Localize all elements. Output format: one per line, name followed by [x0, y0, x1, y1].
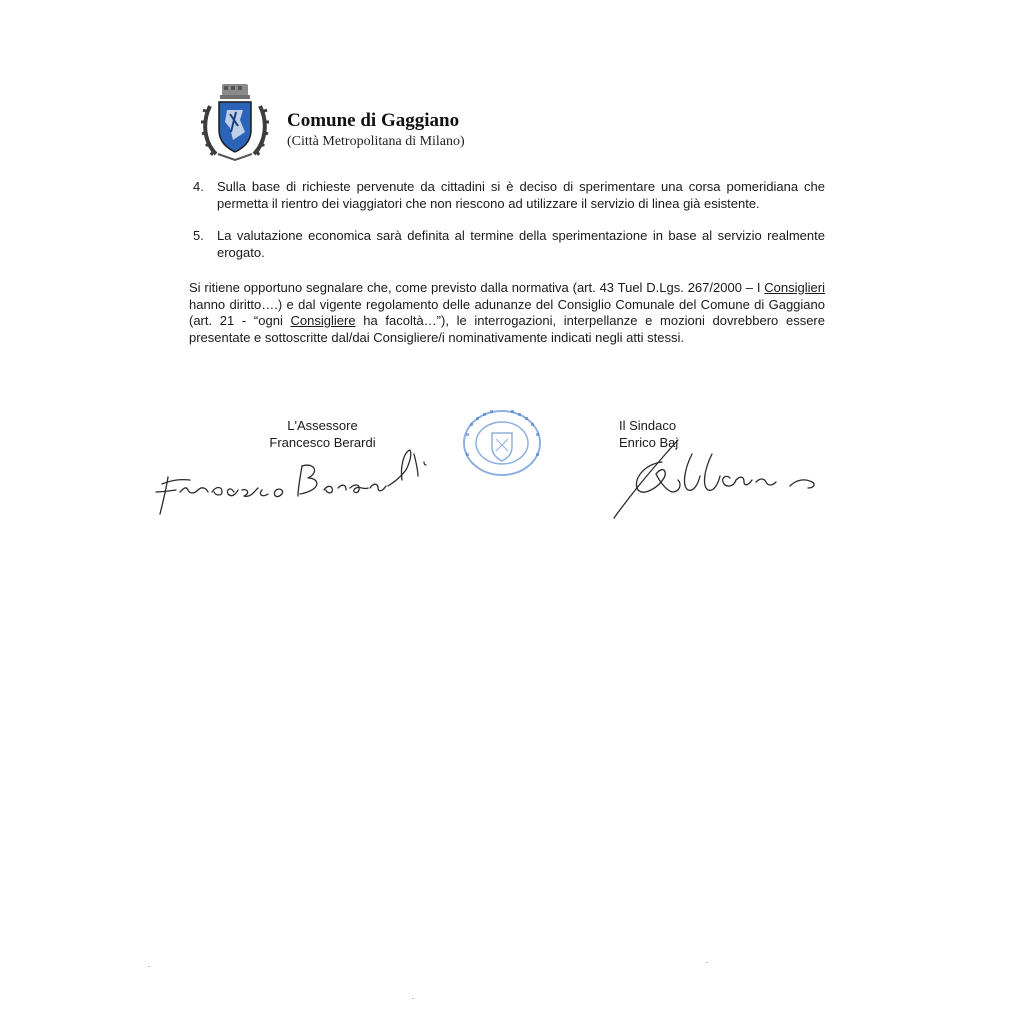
note-text: ha facoltà…”), le interrogazioni, interpellanze e mozioni dovrebbero essere presentate e sottoscritte dal/dai Consigliere/i nominativamente indicati negli atti stessi. — [189, 313, 825, 345]
note-underlined-term: Consiglieri — [764, 280, 825, 295]
list-item-number: 4. — [193, 179, 204, 194]
list-item-text: La valutazione economica sarà definita al termine della sperimentazione in base al servizio realmente erogato. — [217, 228, 825, 260]
signatory-role: Il Sindaco — [619, 418, 677, 433]
document-body — [189, 179, 825, 359]
list-item-number: 5. — [193, 228, 204, 243]
municipal-crest-icon — [200, 82, 270, 162]
signatory-name: Francesco Berardi — [269, 435, 376, 450]
list-item-5 — [189, 228, 825, 261]
list-item-text: Sulla base di richieste pervenute da cittadini si è deciso di sperimentare una corsa pomeridiana che permetta il rientro dei viaggiatori che non riescono ad utilizzare il servizio di linea già esistente. — [217, 179, 825, 211]
signatory-role: L'Assessore — [287, 418, 358, 433]
handwritten-signature-sindaco — [600, 430, 835, 525]
handwritten-signature-assessore — [150, 432, 440, 520]
note-text: hanno diritto….) e dal vigente regolamento delle adunanze del Consiglio Comunale del Comune di Gaggiano (art. 21 - “ogni — [189, 296, 825, 328]
org-subtitle: (Città Metropolitana di Milano) — [287, 134, 465, 149]
note-text: Si ritiene opportuno segnalare che, come previsto dalla normativa (art. 43 Tuel D.Lgs. 267/2000 – I — [189, 280, 765, 295]
closing-note — [189, 280, 825, 346]
official-stamp-icon — [456, 405, 548, 477]
signatory-name: Enrico Baj — [619, 435, 679, 450]
list-item-4 — [189, 179, 825, 212]
letterhead — [200, 82, 620, 162]
org-name: Comune di Gaggiano — [287, 110, 460, 131]
note-underlined-term: Consigliere — [290, 313, 356, 328]
